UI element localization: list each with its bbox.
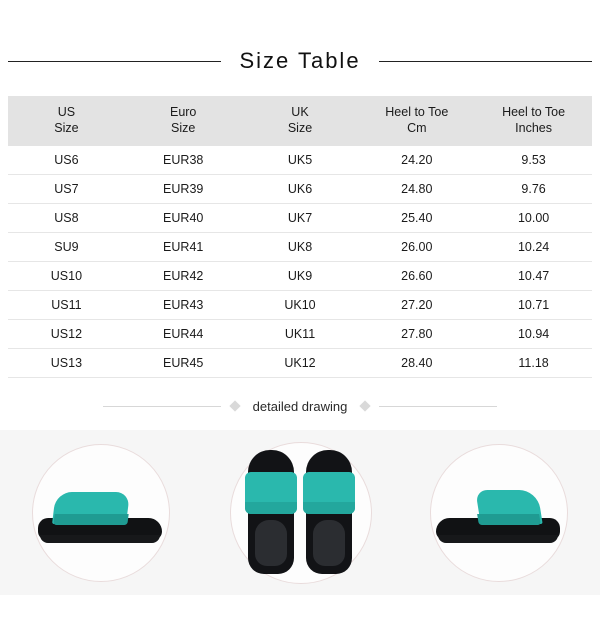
cell-euro-size: EUR44	[125, 320, 242, 349]
sandal-left	[248, 450, 294, 574]
cell-us-size: US10	[8, 262, 125, 291]
page-title: Size Table	[239, 48, 361, 73]
column-header-line2: Inches	[515, 120, 553, 135]
size-table-body	[8, 146, 592, 378]
cell-uk-size: UK12	[242, 349, 359, 378]
diamond-icon	[360, 401, 371, 412]
cell-heel-to-toe-cm: 24.80	[358, 175, 475, 204]
cell-heel-to-toe-cm: 27.20	[358, 291, 475, 320]
size-chart-page	[0, 44, 600, 644]
column-header-line1: Euro	[169, 105, 197, 119]
page-title-row	[0, 44, 600, 78]
detailed-drawing-divider	[0, 394, 600, 418]
sandal-strap	[245, 472, 297, 514]
size-table	[8, 96, 592, 378]
cell-us-size: SU9	[8, 233, 125, 262]
table-row	[8, 146, 592, 175]
cell-heel-to-toe-inches: 10.71	[475, 291, 592, 320]
cell-euro-size: EUR45	[125, 349, 242, 378]
column-header-line1: US	[57, 105, 76, 119]
cell-us-size: US12	[8, 320, 125, 349]
table-row	[8, 291, 592, 320]
cell-euro-size: EUR40	[125, 204, 242, 233]
cell-heel-to-toe-inches: 10.94	[475, 320, 592, 349]
slide-sandal-right-side-view	[400, 430, 600, 595]
sandal-strap-shadow	[477, 514, 541, 525]
sandal-right	[306, 450, 352, 574]
sandal-footbed	[313, 520, 345, 566]
column-header-euro-size	[125, 96, 242, 146]
column-header-line1: Heel to Toe	[502, 105, 566, 119]
cell-heel-to-toe-cm: 27.80	[358, 320, 475, 349]
cell-uk-size: UK11	[242, 320, 359, 349]
cell-heel-to-toe-inches: 10.24	[475, 233, 592, 262]
table-row	[8, 204, 592, 233]
title-rule-right	[379, 61, 592, 62]
cell-uk-size: UK8	[242, 233, 359, 262]
cell-heel-to-toe-cm: 24.20	[358, 146, 475, 175]
cell-heel-to-toe-inches: 9.53	[475, 146, 592, 175]
cell-uk-size: UK5	[242, 146, 359, 175]
cell-heel-to-toe-inches: 10.47	[475, 262, 592, 291]
column-header-heel-to-toe-inches	[475, 96, 592, 146]
cell-us-size: US8	[8, 204, 125, 233]
divider-line-left	[103, 406, 221, 407]
cell-euro-size: EUR41	[125, 233, 242, 262]
cell-heel-to-toe-inches: 11.18	[475, 349, 592, 378]
table-row	[8, 175, 592, 204]
column-header-line1: UK	[291, 105, 309, 119]
size-table-head	[8, 96, 592, 146]
product-photo-strip	[0, 430, 600, 595]
cell-us-size: US11	[8, 291, 125, 320]
cell-euro-size: EUR42	[125, 262, 242, 291]
table-row	[8, 320, 592, 349]
column-header-line2: Cm	[407, 120, 427, 135]
cell-uk-size: UK9	[242, 262, 359, 291]
column-header-line2: Size	[287, 120, 313, 135]
sandal-footbed	[255, 520, 287, 566]
slide-sandal-left-side-view	[0, 430, 200, 595]
sandal-strap-shadow	[53, 514, 128, 525]
column-header-line2: Size	[171, 120, 196, 135]
column-header-heel-to-toe-cm	[358, 96, 475, 146]
cell-uk-size: UK6	[242, 175, 359, 204]
cell-heel-to-toe-cm: 26.60	[358, 262, 475, 291]
cell-euro-size: EUR38	[125, 146, 242, 175]
slide-sandal-pair-top-view	[200, 430, 400, 595]
table-header-row	[8, 96, 592, 146]
cell-us-size: US7	[8, 175, 125, 204]
cell-us-size: US13	[8, 349, 125, 378]
cell-us-size: US6	[8, 146, 125, 175]
size-table-wrap	[0, 96, 600, 378]
sandal-strap	[303, 472, 355, 514]
divider-label: detailed drawing	[252, 398, 348, 414]
cell-euro-size: EUR43	[125, 291, 242, 320]
column-header-uk-size	[242, 96, 359, 146]
cell-uk-size: UK10	[242, 291, 359, 320]
cell-heel-to-toe-inches: 9.76	[475, 175, 592, 204]
cell-heel-to-toe-inches: 10.00	[475, 204, 592, 233]
cell-heel-to-toe-cm: 25.40	[358, 204, 475, 233]
table-row	[8, 233, 592, 262]
cell-euro-size: EUR39	[125, 175, 242, 204]
table-row	[8, 262, 592, 291]
title-rule-left	[8, 61, 221, 62]
cell-heel-to-toe-cm: 26.00	[358, 233, 475, 262]
column-header-line2: Size	[54, 120, 79, 135]
bottom-margin	[0, 630, 600, 644]
cell-heel-to-toe-cm: 28.40	[358, 349, 475, 378]
divider-line-right	[379, 406, 497, 407]
cell-uk-size: UK7	[242, 204, 359, 233]
column-header-line1: Heel to Toe	[385, 105, 449, 119]
column-header-us-size	[8, 96, 125, 146]
diamond-icon	[229, 401, 240, 412]
table-row	[8, 349, 592, 378]
